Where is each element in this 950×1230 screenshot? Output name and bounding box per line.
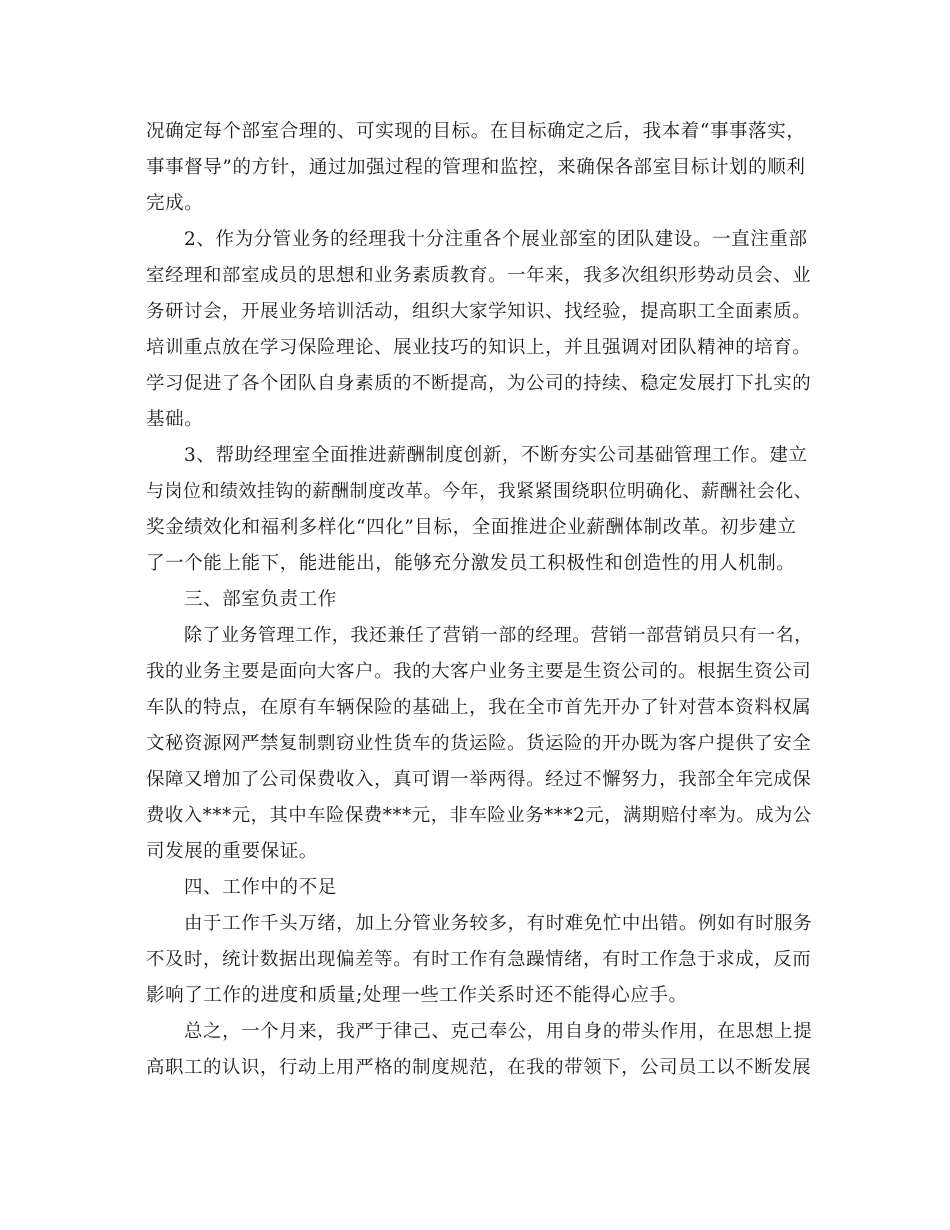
text-line: 影响了工作的进度和质量;处理一些工作关系时还不能得心应手。 <box>146 985 688 1006</box>
text-line: 事事督导”的方针，通过加强过程的管理和监控，来确保各部室目标计划的顺利 <box>146 157 806 178</box>
text-line: 学习促进了各个团队自身素质的不断提高，为公司的持续、稳定发展打下扎实的 <box>146 373 812 394</box>
text-line: 我的业务主要是面向大客户。我的大客户业务主要是生资公司的。根据生资公司 <box>146 661 812 682</box>
text-line: 文秘资源网严禁复制剽窃业性货车的货运险。货运险的开办既为客户提供了安全 <box>146 733 812 754</box>
text-line: 不及时，统计数据出现偏差等。有时工作有急躁情绪，有时工作急于求成，反而 <box>146 949 812 970</box>
text-line: 除了业务管理工作，我还兼任了营销一部的经理。营销一部营销员只有一名， <box>184 625 813 646</box>
text-line: 总之，一个月来，我严于律己、克己奉公，用自身的带头作用，在思想上提 <box>184 1021 813 1042</box>
section-heading: 三、部室负责工作 <box>184 589 337 610</box>
text-line: 司发展的重要保证。 <box>146 841 318 862</box>
section-heading: 四、工作中的不足 <box>184 877 337 898</box>
text-line: 培训重点放在学习保险理论、展业技巧的知识上，并且强调对团队精神的培育。 <box>146 337 812 358</box>
text-line: 保障又增加了公司保费收入，真可谓一举两得。经过不懈努力，我部全年完成保 <box>146 769 812 790</box>
text-line: 与岗位和绩效挂钩的薪酬制度改革。今年，我紧紧围绕职位明确化、薪酬社会化、 <box>146 481 813 502</box>
text-line: 由于工作千头万绪，加上分管业务较多，有时难免忙中出错。例如有时服务 <box>184 913 813 934</box>
text-line: 室经理和部室成员的思想和业务素质教育。一年来，我多次组织形势动员会、业 <box>146 265 812 286</box>
text-line: 奖金绩效化和福利多样化“四化”目标，全面推进企业薪酬体制改革。初步建立 <box>146 517 797 538</box>
text-line: 费收入***元，其中车险保费***元，非车险业务***2元，满期赔付率为。成为公 <box>146 805 812 826</box>
text-line: 3、帮助经理室全面推进薪酬制度创新，不断夯实公司基础管理工作。建立 <box>184 445 808 466</box>
text-line: 高职工的认识，行动上用严格的制度规范，在我的带领下，公司员工以不断发展 <box>146 1057 812 1078</box>
text-line: 2、作为分管业务的经理我十分注重各个展业部室的团队建设。一直注重部 <box>184 229 808 250</box>
text-line: 基础。 <box>146 409 204 430</box>
text-line: 了一个能上能下，能进能出，能够充分激发员工积极性和创造性的用人机制。 <box>146 553 796 574</box>
text-line: 务研讨会，开展业务培训活动，组织大家学知识、找经验，提高职工全面素质。 <box>146 301 812 322</box>
text-line: 况确定每个部室合理的、可实现的目标。在目标确定之后，我本着“事事落实， <box>146 121 806 142</box>
text-line: 完成。 <box>146 193 204 214</box>
text-line: 车队的特点，在原有车辆保险的基础上，我在全市首先开办了针对营本资料权属 <box>146 697 812 718</box>
